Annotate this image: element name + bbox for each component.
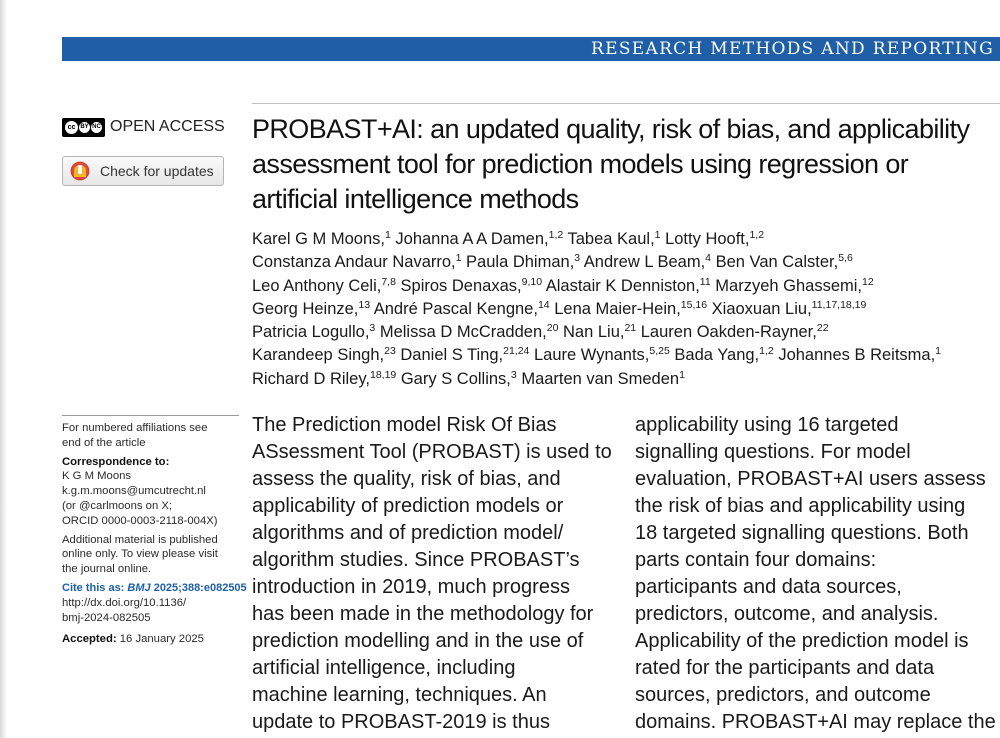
author-name: Andrew L Beam, [580, 253, 706, 272]
author-name: Tabea Kaul, [563, 230, 655, 248]
author-affiliation: 4 [705, 252, 712, 265]
author-affiliation: 20 [546, 322, 559, 335]
author-affiliation: 11,17,18,19 [811, 298, 867, 311]
abstract-line: algorithms and of prediction model/ [252, 522, 564, 544]
check-for-updates-label: Check for updates [100, 163, 214, 179]
author-name: Lauren Oakden-Rayner, [636, 323, 817, 342]
author-affiliation: 11 [699, 275, 711, 288]
author-name: Richard D Riley, [252, 369, 370, 388]
title-divider [252, 103, 1000, 104]
author-line [252, 251, 1000, 274]
author-affiliation: 1,2 [759, 345, 774, 358]
author-name: Karandeep Singh, [252, 346, 385, 365]
title-line: artificial intelligence methods [252, 184, 579, 214]
abstract-line: predictors, outcome, and analysis. [635, 603, 939, 625]
author-affiliation: 1,2 [548, 229, 564, 241]
author-affiliation: 3 [369, 322, 376, 335]
cc-icon: cc [65, 121, 78, 134]
author-name: Lotty Hooft, [660, 230, 750, 248]
author-name: Marzyeh Ghassemi, [710, 276, 862, 295]
author-affiliation: 9,10 [521, 275, 543, 288]
author-affiliation: 15,16 [680, 298, 708, 311]
correspondence-name: K G M Moons [62, 470, 132, 483]
author-name: Karel G M Moons, [252, 230, 385, 248]
author-affiliation: 14 [537, 298, 550, 311]
author-affiliation: 1 [935, 345, 942, 358]
article-title [252, 112, 1000, 217]
abstract-line: Applicability of the prediction model is [635, 630, 969, 652]
check-for-updates-button[interactable] [62, 156, 224, 186]
author-name: Leo Anthony Celi, [252, 276, 382, 295]
author-name: Melissa D McCradden, [375, 323, 547, 342]
citation [62, 581, 247, 596]
cite-prefix: Cite this as: [62, 581, 128, 594]
creative-commons-license-icon [62, 118, 105, 137]
author-affiliation: 18,19 [369, 368, 397, 381]
abstract-line: participants and data sources, [635, 576, 902, 598]
author-affiliation: 5,6 [838, 252, 853, 265]
page-edge-shadow [0, 0, 8, 738]
author-name: Daniel S Ting, [395, 346, 504, 365]
author-name: Johanna A A Damen, [390, 230, 549, 248]
author-list [252, 228, 1000, 391]
section-label: RESEARCH METHODS AND REPORTING [591, 39, 994, 59]
abstract-column-right [635, 412, 996, 736]
author-affiliation: 1 [384, 229, 391, 241]
open-access-badge [62, 116, 225, 138]
abstract-line: machine learning, techniques. An [252, 684, 547, 706]
doi-link[interactable]: bmj-2024-082505 [62, 611, 151, 624]
abstract-line: applicability using 16 targeted [635, 414, 899, 436]
author-line [252, 298, 1000, 321]
article-info-sidebar [62, 415, 247, 647]
doi-link[interactable]: http://dx.doi.org/10.1136/ [62, 596, 187, 609]
author-affiliation: 1 [455, 252, 462, 265]
author-affiliation: 21,24 [503, 345, 530, 358]
author-name: Patricia Logullo, [252, 323, 370, 342]
cite-reference: 2025;388:e082505 [150, 581, 247, 594]
cite-journal: BMJ [127, 581, 151, 594]
author-affiliation: 3 [574, 252, 581, 265]
abstract-line: ASsessment Tool (PROBAST) is used to [252, 441, 612, 463]
author-affiliation: 1 [679, 368, 685, 381]
abstract-line: update to PROBAST-2019 is thus [252, 711, 550, 733]
author-name: Spiros Denaxas, [395, 276, 522, 295]
title-line: assessment tool for prediction models using regression or [252, 149, 909, 179]
correspondence-heading: Correspondence to: [62, 455, 170, 468]
author-name: Lena Maier-Hein, [549, 299, 681, 318]
abstract-line: applicability of prediction models or [252, 495, 564, 517]
author-affiliation: 13 [358, 298, 371, 311]
author-line [252, 228, 1000, 251]
accepted-label: Accepted: [62, 633, 117, 646]
affiliations-note: For numbered affiliations see [62, 422, 208, 434]
author-name: Ben Van Calster, [711, 253, 839, 272]
abstract-line: evaluation, PROBAST+AI users assess [635, 468, 986, 490]
author-name: Xiaoxuan Liu, [707, 299, 812, 318]
accepted-date [62, 632, 239, 647]
author-line [252, 321, 1000, 344]
author-name: Bada Yang, [669, 346, 760, 365]
abstract-line: domains. PROBAST+AI may replace the [635, 711, 996, 733]
author-line [252, 275, 1000, 298]
abstract-line: signalling questions. For model [635, 441, 911, 463]
author-affiliation: 7,8 [381, 275, 396, 288]
abstract-line: artificial intelligence, including [252, 657, 516, 679]
author-affiliation: 22 [816, 322, 829, 335]
open-access-label: OPEN ACCESS [110, 118, 225, 135]
abstract-line: assess the quality, risk of bias, and [252, 468, 561, 490]
author-affiliation: 1,2 [749, 229, 765, 241]
by-icon: BY [79, 122, 90, 133]
abstract-line: algorithm studies. Since PROBAST’s [252, 549, 580, 571]
author-name: Laure Wynants, [529, 346, 650, 365]
abstract-line: has been made in the methodology for [252, 603, 594, 625]
author-name: Paula Dhiman, [461, 253, 575, 272]
abstract-line: 18 targeted signalling questions. Both [635, 522, 969, 544]
abstract-line: The Prediction model Risk Of Bias [252, 414, 557, 436]
author-name: Johannes B Reitsma, [773, 346, 936, 365]
additional-material-note: the journal online. [62, 563, 152, 576]
section-banner [62, 37, 1000, 61]
abstract-line: the risk of bias and applicability using [635, 495, 966, 517]
affiliations-note: end of the article [62, 436, 146, 449]
correspondence-orcid: ORCID 0000-0003-2118-004X) [62, 514, 218, 527]
author-name: Alastair K Denniston, [542, 276, 700, 295]
author-line [252, 368, 1000, 391]
author-name: André Pascal Kengne, [370, 299, 538, 318]
author-affiliation: 21 [624, 322, 637, 335]
author-name: Maarten van Smeden [516, 369, 680, 388]
author-name: Gary S Collins, [396, 369, 511, 388]
author-affiliation: 23 [384, 345, 396, 358]
author-affiliation: 1 [654, 229, 661, 241]
author-affiliation: 3 [510, 368, 517, 381]
author-name: Nan Liu, [558, 323, 625, 342]
author-affiliation: 12 [862, 275, 874, 288]
author-name: Constanza Andaur Navarro, [252, 253, 456, 272]
additional-material-note: Additional material is published [62, 533, 218, 546]
author-affiliation: 5,25 [649, 345, 670, 358]
abstract-line: prediction modelling and in the use of [252, 630, 584, 652]
nc-icon: NC [91, 122, 102, 133]
abstract-column-left [252, 412, 612, 736]
author-name: Georg Heinze, [252, 299, 359, 318]
author-line [252, 344, 1000, 367]
abstract-line: sources, predictors, and outcome [635, 684, 931, 706]
crossmark-icon [70, 161, 90, 181]
abstract-line: rated for the participants and data [635, 657, 935, 679]
additional-material-note: online only. To view please visit [62, 548, 218, 561]
title-line: PROBAST+AI: an updated quality, risk of bias, and applicability [252, 114, 970, 144]
abstract-line: parts contain four domains: [635, 549, 877, 571]
correspondence-social: (or @carlmoons on X; [62, 499, 173, 512]
correspondence-email[interactable]: k.g.m.moons@umcutrecht.nl [62, 485, 206, 498]
abstract-line: introduction in 2019, much progress [252, 576, 570, 598]
accepted-value: 16 January 2025 [116, 633, 204, 646]
